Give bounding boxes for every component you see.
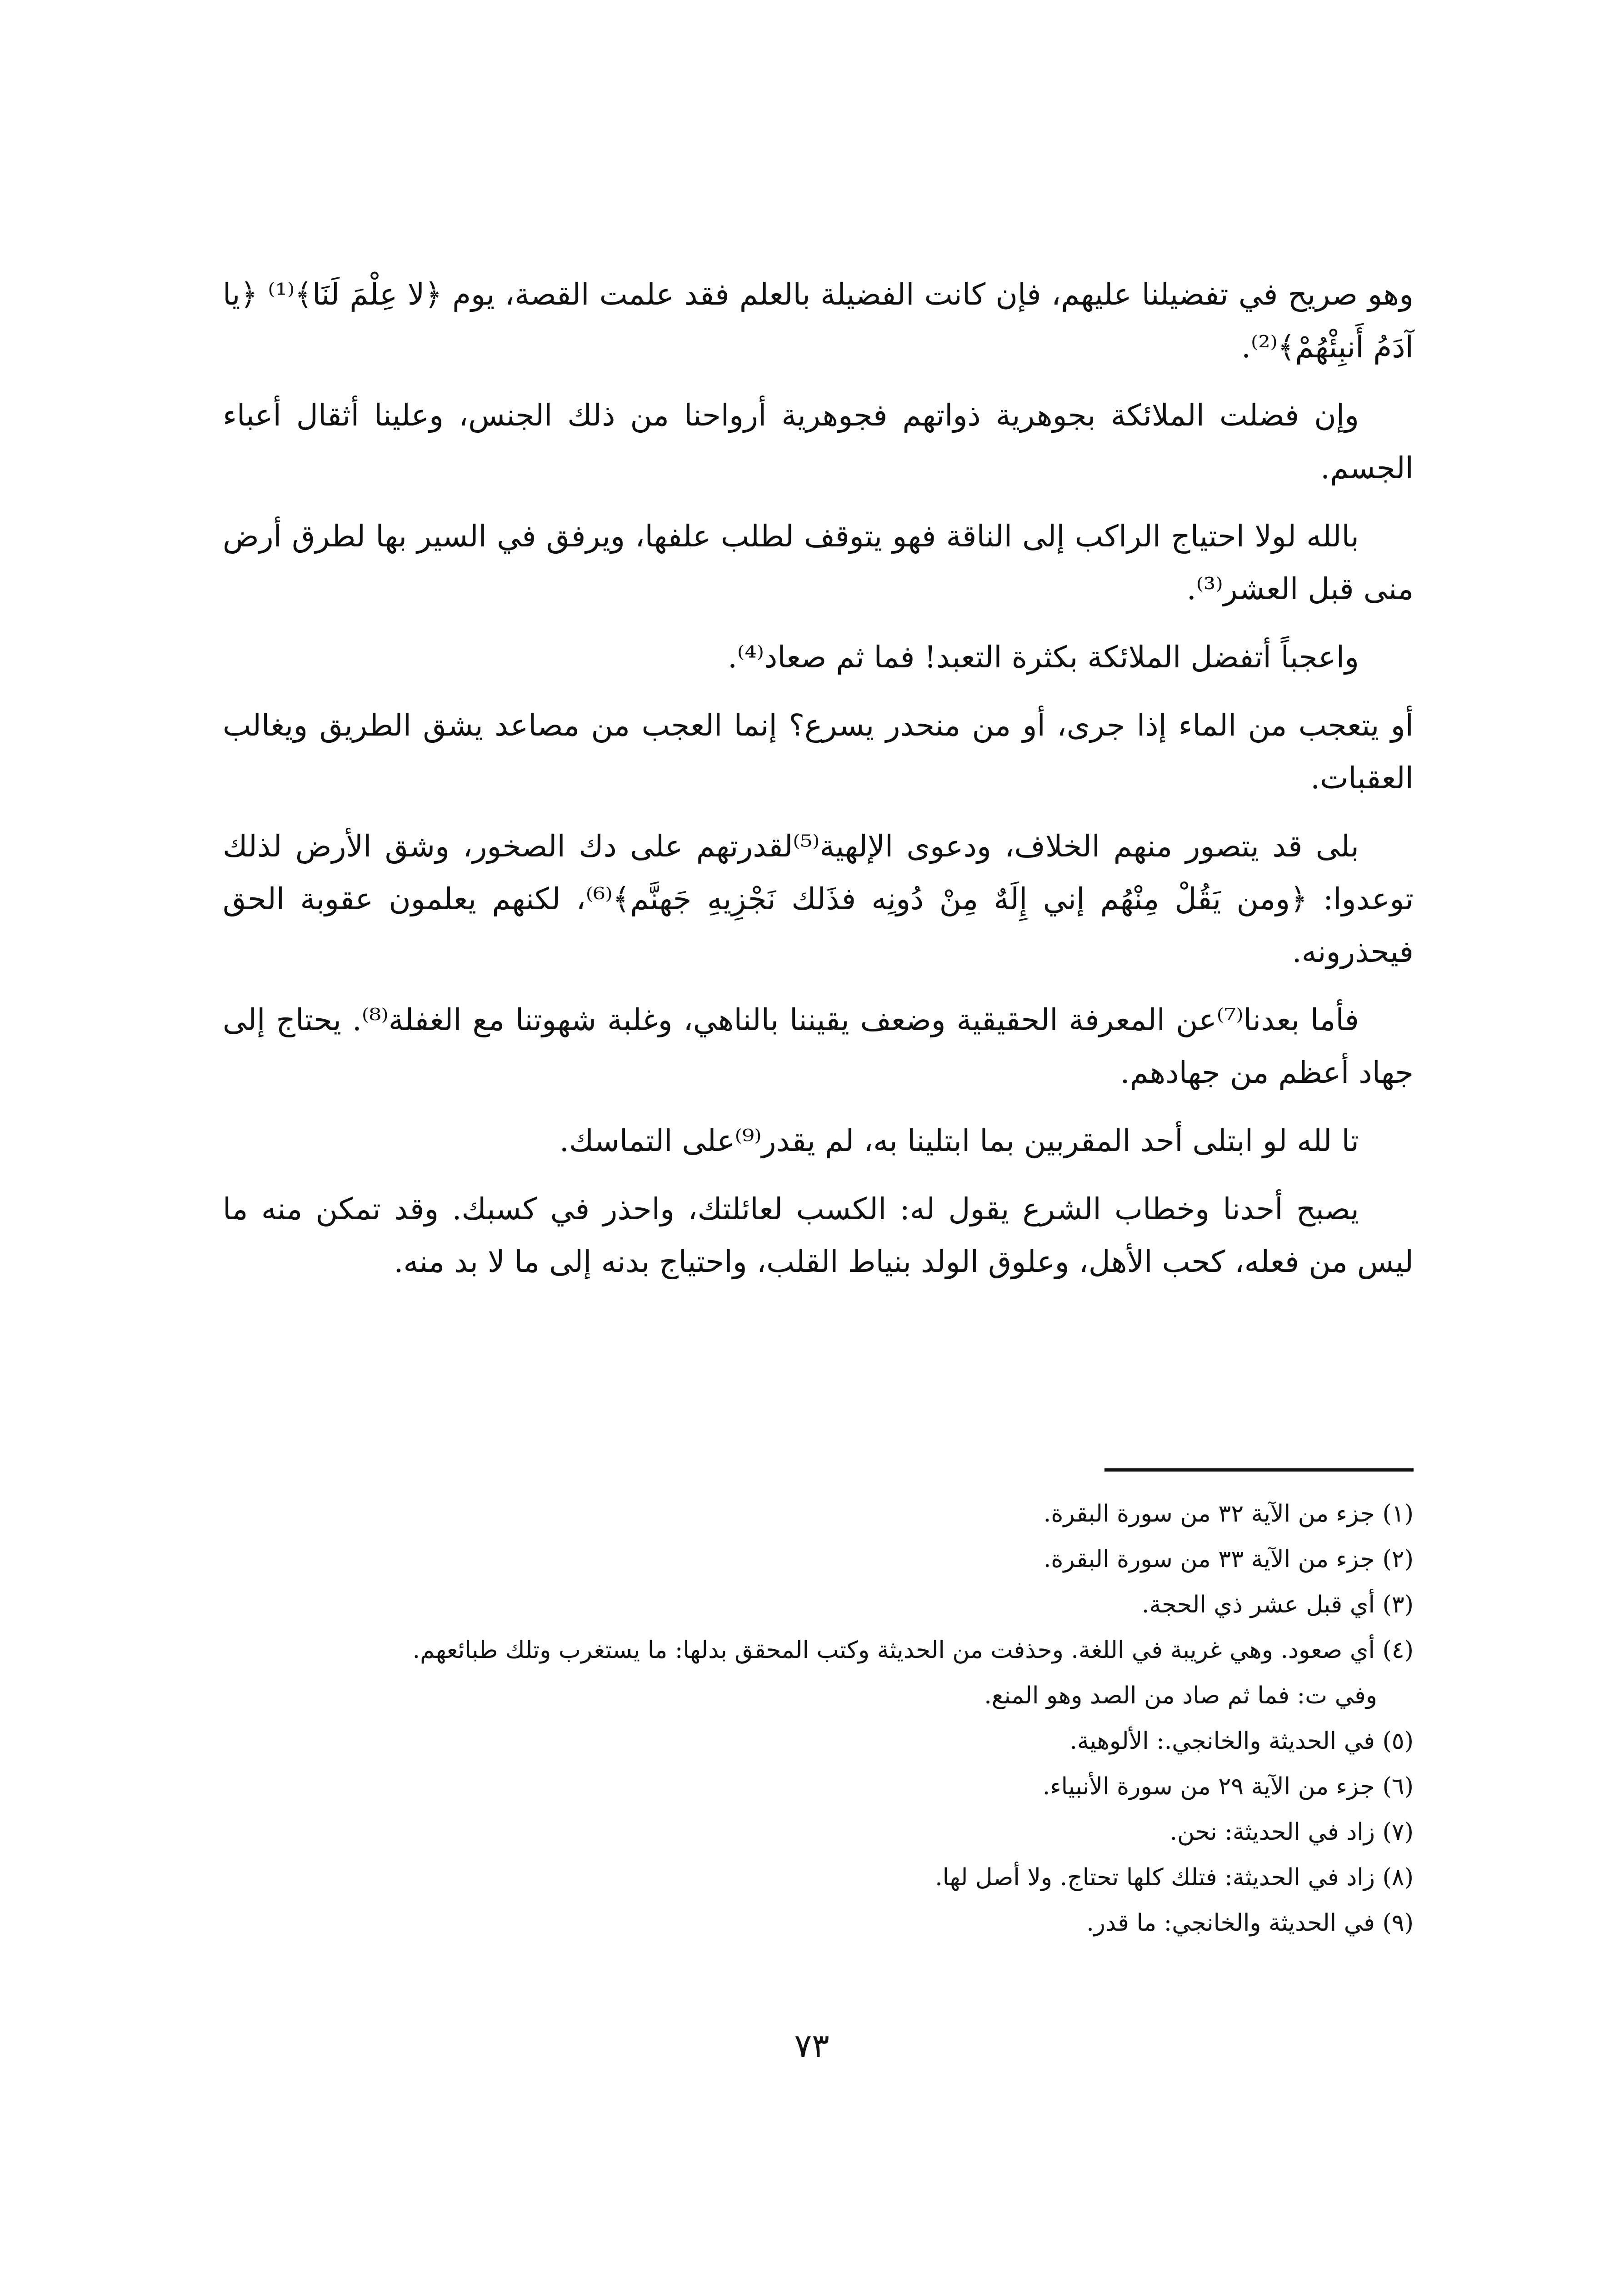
footnote-item: (٨) زاد في الحديثة: فتلك كلها تحتاج. ولا أصل لها. <box>935 1864 1414 1891</box>
paragraph: بالله لولا احتياج الراكب إلى الناقة فهو يتوقف لطلب علفها، ويرفق في السير بها لطرق أرض منى قبل العشر⁽³⁾. <box>223 519 1414 606</box>
footnote-item: (٣) أي قبل عشر ذي الحجة. <box>1141 1591 1414 1618</box>
paragraph: تا لله لو ابتلى أحد المقربين بما ابتلينا به، لم يقدر⁽⁹⁾على التماسك. <box>559 1123 1359 1158</box>
main-text-block <box>223 268 1414 1304</box>
footnote-item: (٦) جزء من الآية ٢٩ من سورة الأنبياء. <box>1042 1773 1414 1800</box>
page-number: ٧٣ <box>794 2027 829 2065</box>
footnote-item: (٥) في الحديثة والخانجي.: الألوهية. <box>1069 1727 1414 1755</box>
paragraph: يصبح أحدنا وخطاب الشرع يقول له: الكسب لعائلتك، واحذر في كسبك. وقد تمكن منه ما ليس من فعله، كحب الأهل، وعلوق الولد بنياط القلب، واحتياج بدنه إلى ما لا بد منه. <box>223 1192 1414 1279</box>
paragraph: أو يتعجب من الماء إذا جرى، أو من منحدر يسرع؟ إنما العجب من مصاعد يشق الطريق ويغالب العقبات. <box>223 708 1414 796</box>
footnote-item: (٤) أي صعود. وهي غريبة في اللغة. وحذفت من الحديثة وكتب المحقق بدلها: ما يستغرب وتلك طبائعهم. <box>412 1637 1414 1664</box>
footnote-item: (٧) زاد في الحديثة: نحن. <box>1169 1818 1414 1846</box>
paragraph: واعجباً أتفضل الملائكة بكثرة التعبد! فما ثم صعاد⁽⁴⁾. <box>728 640 1359 675</box>
footnote-separator <box>1104 1468 1414 1472</box>
footnote-item: (٢) جزء من الآية ٣٣ من سورة البقرة. <box>1043 1546 1414 1573</box>
footnote-item: وفي ت: فما ثم صاد من الصد وهو المنع. <box>984 1682 1377 1709</box>
paragraph: وهو صريح في تفضيلنا عليهم، فإن كانت الفضيلة بالعلم فقد علمت القصة، يوم ﴿لا عِلْمَ لَنَا﴾⁽¹⁾ ﴿يا آدَمُ أَنبِئْهُمْ﴾⁽²⁾. <box>223 277 1414 365</box>
footnotes-block <box>223 1491 1414 1946</box>
footnote-item: (١) جزء من الآية ٣٢ من سورة البقرة. <box>1043 1500 1414 1527</box>
footnote-item: (٩) في الحديثة والخانجي: ما قدر. <box>1086 1909 1414 1937</box>
paragraph: بلى قد يتصور منهم الخلاف، ودعوى الإلهية⁽⁵⁾لقدرتهم على دك الصخور، وشق الأرض لذلك توعدوا: ﴿ومن يَقُلْ مِنْهُم إني إِلَهٌ مِنْ دُونِه فذَلك نَجْزِيهِ جَهنَّم﴾⁽⁶⁾، لكنهم يعلمون عقوبة الحق فيحذرونه. <box>223 829 1414 969</box>
paragraph: وإن فضلت الملائكة بجوهرية ذواتهم فجوهرية أرواحنا من ذلك الجنس، وعلينا أثقال أعباء الجسم. <box>223 398 1414 486</box>
paragraph: فأما بعدنا⁽⁷⁾عن المعرفة الحقيقية وضعف يقيننا بالناهي، وغلبة شهوتنا مع الغفلة⁽⁸⁾. يحتاج إلى جهاد أعظم من جهادهم. <box>223 1002 1414 1090</box>
